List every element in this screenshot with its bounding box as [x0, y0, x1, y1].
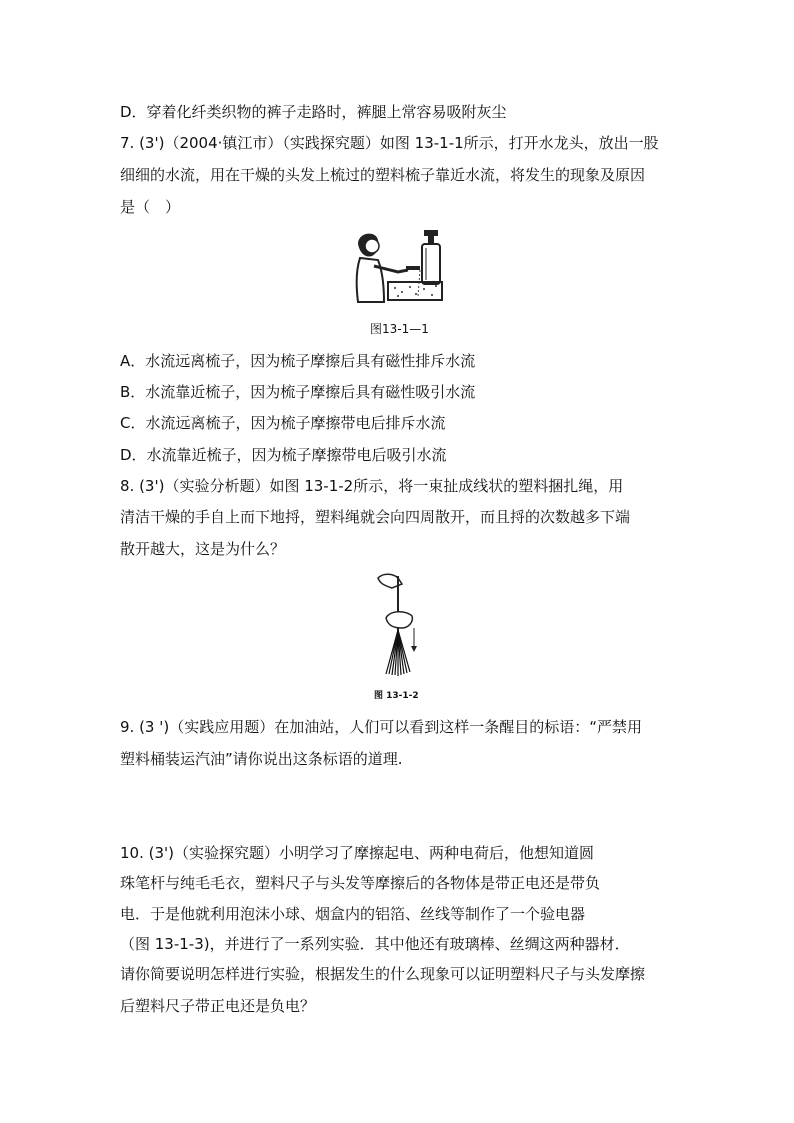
q7-line-3: 是（ ） — [120, 198, 181, 216]
q10-line-3: 电．于是他就利用泡沫小球、烟盒内的铝箔、丝线等制作了一个验电器 — [120, 905, 586, 923]
prev-option-d: D．穿着化纤类织物的裤子走路时，裤腿上常容易吸附灰尘 — [120, 103, 507, 121]
q10-line-4: （图 13-1-3)，并进行了一系列实验．其中他还有玻璃棒、丝绸这两种器材． — [120, 935, 630, 953]
q9-line-1: 9. (3 ')（实践应用题）在加油站，人们可以看到这样一条醒目的标语：“严禁用 — [120, 718, 642, 736]
q8-line-2: 清洁干燥的手自上而下地捋，塑料绳就会向四周散开，而且捋的次数越多下端 — [120, 508, 631, 526]
q10-line-5: 请你简要说明怎样进行实验，根据发生的什么现象可以证明塑料尺子与头发摩擦 — [120, 965, 646, 983]
q10-line-1: 10. (3')（实验探究题）小明学习了摩擦起电、两种电荷后，他想知道圆 — [120, 844, 594, 862]
plastic-rope-hand-figure — [374, 570, 424, 678]
q7-option-b: B．水流靠近梳子，因为梳子摩擦后具有磁性吸引水流 — [120, 383, 476, 401]
figure-13-1-1-caption: 图13-1—1 — [370, 322, 429, 336]
q7-option-c: C．水流远离梳子，因为梳子摩擦带电后排斥水流 — [120, 414, 446, 432]
q8-line-3: 散开越大，这是为什么？ — [120, 540, 286, 558]
q10-line-6: 后塑料尺子带正电还是负电？ — [120, 997, 316, 1015]
q10-line-2: 珠笔杆与纯毛毛衣，塑料尺子与头发等摩擦后的各物体是带正电还是带负 — [120, 874, 601, 892]
q7-line-2: 细细的水流，用在干燥的头发上梳过的塑料梳子靠近水流，将发生的现象及原因 — [120, 166, 646, 184]
q7-option-d: D．水流靠近梳子，因为梳子摩擦带电后吸引水流 — [120, 446, 447, 464]
q8-line-1: 8. (3')（实验分析题）如图 13-1-2所示，将一束扯成线状的塑料捆扎绳，用 — [120, 477, 624, 495]
figure-13-1-2-caption: 图 13-1-2 — [374, 691, 419, 701]
q7-option-a: A．水流远离梳子，因为梳子摩擦后具有磁性排斥水流 — [120, 352, 476, 370]
q7-line-1: 7. (3')（2004·镇江市）（实践探究题）如图 13-1-1所示，打开水龙头，放出一股 — [120, 134, 659, 152]
girl-comb-faucet-figure — [350, 226, 445, 304]
q9-line-2: 塑料桶装运汽油”请你说出这条标语的道理. — [120, 750, 403, 768]
